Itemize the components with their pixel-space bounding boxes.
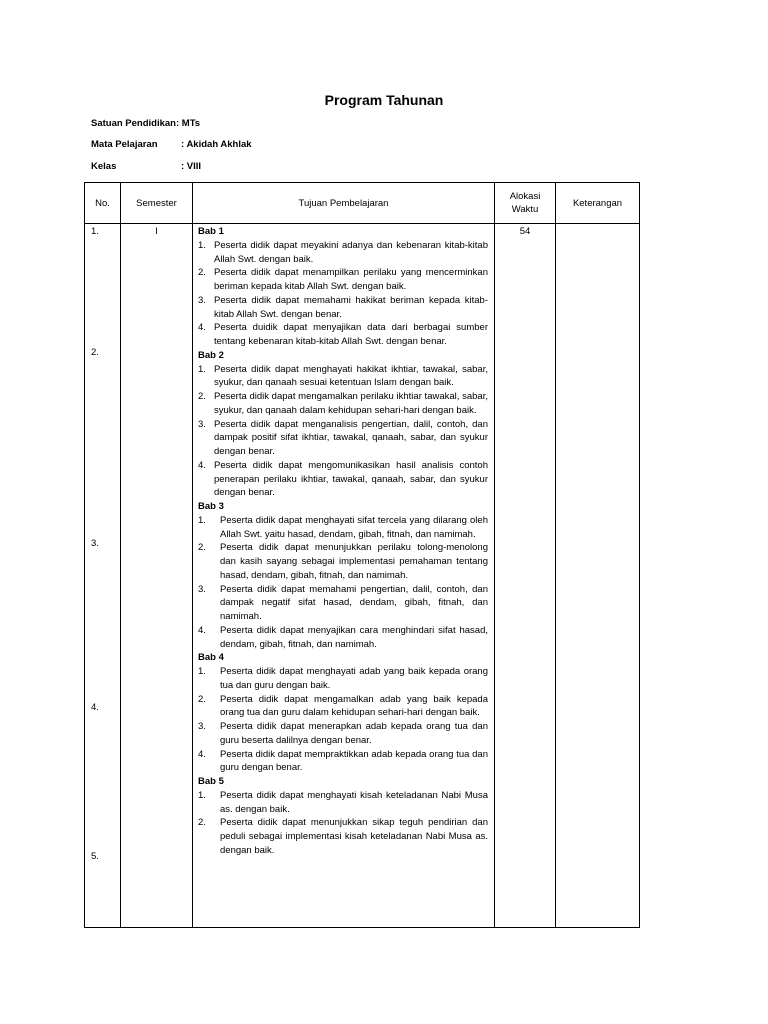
list-item: 1. Peserta didik dapat menghayati kisah keteladanan Nabi Musa as. dengan baik. bbox=[198, 789, 488, 815]
bab-4-title: Bab 4 bbox=[198, 652, 224, 664]
document-title: Program Tahunan bbox=[324, 92, 444, 108]
list-item: 4. Peserta didik dapat mempraktikkan adab kepada orang tua dan guru dengan benar. bbox=[198, 748, 488, 774]
header-alokasi-line2: Waktu bbox=[511, 204, 539, 215]
list-item: 2. Peserta didik dapat menampilkan perilaku yang mencerminkan beriman kepada kitab Allah Swt. dengan baik. bbox=[198, 267, 488, 292]
header-alokasi-line1: Alokasi bbox=[509, 191, 541, 202]
meta-satuan-value: MTs bbox=[181, 118, 201, 129]
bab-5-title: Bab 5 bbox=[198, 776, 224, 787]
row-number-3: 3. bbox=[91, 538, 99, 549]
list-item: 1. Peserta didik dapat menghayati adab yang baik kepada orang tua dan guru dengan baik. bbox=[198, 666, 488, 691]
list-item: 1. Peserta didik dapat meyakini adanya dan kebenaran kitab-kitab Allah Swt. dengan baik. bbox=[198, 239, 488, 265]
meta-kelas bbox=[91, 161, 201, 172]
list-item: 4. Peserta duidik dapat menyajikan data dari berbagai sumber tentang kebenaran kitab-kitab Allah Swt. dengan benar. bbox=[198, 322, 488, 347]
list-item: 3. Peserta didik dapat menerapkan adab kepada orang tua dan guru beserta dalilnya dengan benar. bbox=[198, 721, 488, 746]
header-keterangan: Keterangan bbox=[556, 183, 640, 224]
row-number-1: 1. bbox=[91, 226, 99, 237]
list-item: 1. Peserta didik dapat menghayati hakikat ikhtiar, tawakal, sabar, syukur, dan qanaah sesuai ketentuan Islam dengan baik. bbox=[198, 363, 488, 389]
bab-1-title: Bab 1 bbox=[198, 226, 224, 237]
tujuan-cell bbox=[193, 224, 495, 928]
semester-cell: I bbox=[121, 224, 193, 928]
header-no: No. bbox=[85, 183, 121, 224]
number-cell bbox=[85, 224, 121, 928]
program-table bbox=[84, 182, 640, 928]
list-item: 1. Peserta didik dapat menghayati sifat tercela yang dilarang oleh Allah Swt. yaitu hasad, dendam, gibah, fitnah, dan namimah. bbox=[198, 514, 488, 540]
bab-2-title: Bab 2 bbox=[198, 349, 224, 361]
list-item: 2. Peserta didik dapat mengamalkan adab yang baik kepada orang tua dan guru dalam kehidupan sehari-hari dengan baik. bbox=[198, 693, 488, 719]
meta-mapel-label: Mata Pelajaran bbox=[91, 139, 158, 150]
list-item: 4. Peserta didik dapat menyajikan cara menghindari sifat hasad, dendam, gibah, fitnah, dan namimah. bbox=[198, 624, 488, 650]
meta-kelas-label: Kelas bbox=[91, 161, 117, 172]
list-item: 3. Peserta didik dapat menganalisis pengertian, dalil, contoh, dan dampak positif sifat ikhtiar, tawakal, qanaah, sabar, dan syukur dengan benar. bbox=[198, 418, 488, 457]
header-tujuan: Tujuan Pembelajaran bbox=[193, 183, 495, 224]
list-item: 3. Peserta didik dapat memahami hakikat beriman kepada kitab-kitab Allah Swt. dengan benar. bbox=[198, 294, 488, 320]
meta-kelas-value: : VIII bbox=[181, 161, 202, 172]
list-item: 2. Peserta didik dapat menunjukkan sikap teguh pendirian dan peduli sebagai implementasi kisah keteladanan Nabi Musa as. dengan baik. bbox=[198, 817, 488, 856]
row-number-2: 2. bbox=[91, 347, 99, 358]
row-number-5: 5. bbox=[91, 851, 99, 862]
alokasi-cell: 54 bbox=[495, 224, 556, 928]
row-number-4: 4. bbox=[91, 702, 99, 713]
list-item: 4. Peserta didik dapat mengomunikasikan hasil analisis contoh penerapan perilaku ikhtiar, tawakal, qanaah, sabar, dan syukur dengan benar. bbox=[198, 459, 488, 499]
table-row bbox=[85, 224, 640, 928]
bab-3-title: Bab 3 bbox=[198, 501, 224, 512]
list-item: 3. Peserta didik dapat memahami pengertian, dalil, contoh, dan dampak negatif sifat hasad, dendam, gibah, fitnah, dan namimah. bbox=[198, 583, 488, 622]
table-header-row bbox=[85, 183, 640, 224]
meta-satuan bbox=[91, 118, 200, 129]
header-semester: Semester bbox=[121, 183, 193, 224]
keterangan-cell bbox=[556, 224, 640, 928]
meta-satuan-label: Satuan Pendidikan: bbox=[91, 118, 180, 129]
meta-mapel bbox=[91, 139, 252, 150]
header-alokasi bbox=[495, 183, 556, 224]
list-item: 2. Peserta didik dapat menunjukkan perilaku tolong-menolong dan kasih sayang sebagai implementasi pemahaman tentang hasad, dendam, gibah, fitnah, dan namimah. bbox=[198, 542, 488, 581]
list-item: 2. Peserta didik dapat mengamalkan perilaku ikhtiar tawakal, sabar, syukur, dan qanaah dalam kehidupan sehari-hari dengan baik. bbox=[198, 391, 488, 416]
meta-mapel-value: : Akidah Akhlak bbox=[181, 139, 252, 150]
